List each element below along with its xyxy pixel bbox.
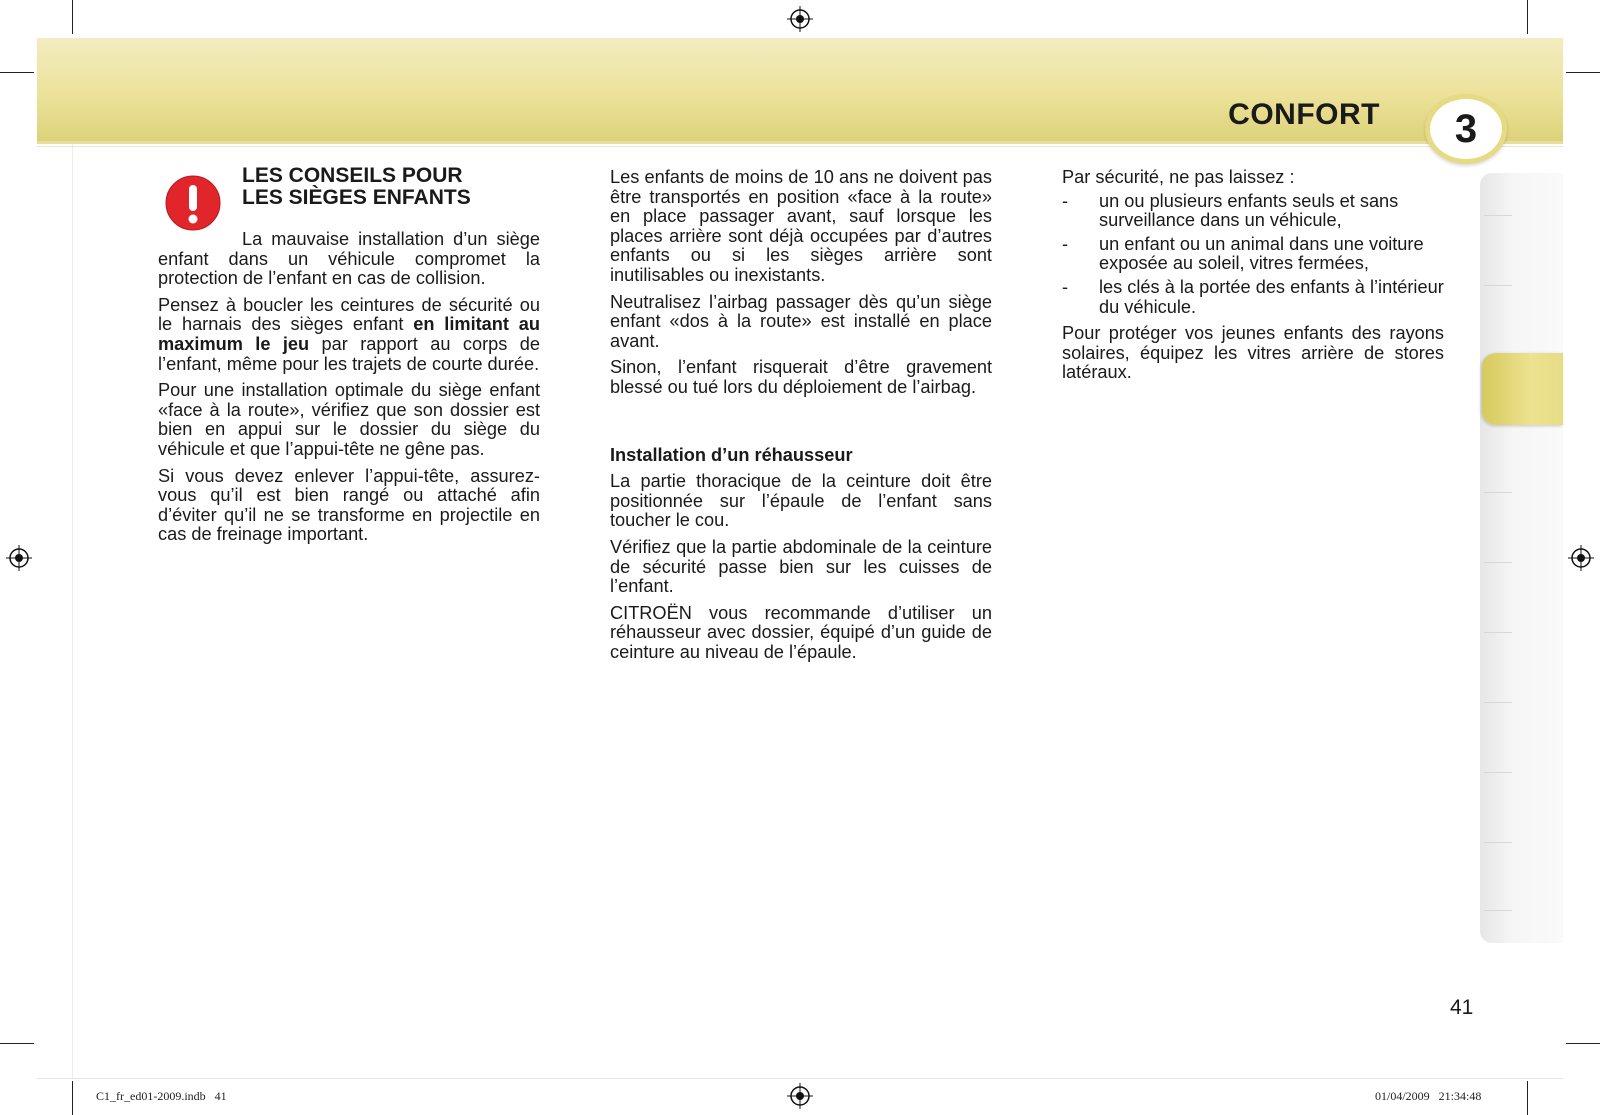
chapter-tabs-sidebar	[1480, 173, 1563, 943]
list-dash: -	[1062, 190, 1069, 211]
subheading: Installation d’un réhausseur	[610, 444, 853, 465]
text-run: par rapport au corps de l’enfant, même pour les trajets de courte durée.	[158, 333, 540, 374]
chapter-title: CONFORT	[1228, 98, 1380, 131]
paragraph: Par sécurité, ne pas laissez :	[1062, 167, 1295, 187]
tab-divider	[1484, 910, 1512, 911]
list-item-text: les clés à la portée des enfants à l’intérieur du véhicule.	[1099, 276, 1444, 317]
crop-mark	[72, 1081, 73, 1115]
list-item	[1062, 278, 1444, 317]
tab-divider	[1484, 562, 1512, 563]
registration-mark-icon	[6, 545, 32, 571]
paragraph: Si vous devez enlever l’appui-tête, assurez-vous qu’il est bien rangé ou attaché afin d’éviter qu’il ne se transforme en projectile en cas de freinage important.	[158, 465, 540, 545]
crop-mark	[0, 72, 34, 73]
section-heading	[242, 165, 471, 209]
paragraph: Neutralisez l’airbag passager dès qu’un siège enfant «dos à la route» est installé en place avant.	[610, 291, 992, 351]
paragraph: Les enfants de moins de 10 ans ne doivent pas être transportés en position «face à la route» en place passager avant, sauf lorsque les places arrière sont déjà occupées par d’autres enfants ou si les sièges arrière sont inutilisables ou inexistants.	[610, 167, 992, 285]
crop-mark	[72, 0, 73, 34]
registration-mark-icon	[787, 1083, 813, 1109]
tab-divider	[1484, 285, 1512, 286]
list-item	[1062, 235, 1444, 274]
list-item-text: un enfant ou un animal dans une voiture exposée au soleil, vitres fermées,	[1099, 233, 1424, 274]
page-edge-line	[72, 38, 73, 1078]
crop-mark	[1566, 72, 1600, 73]
paragraph: La partie thoracique de la ceinture doit être positionnée sur l’épaule de l’enfant sans toucher le cou.	[610, 471, 992, 531]
crop-mark	[0, 1043, 34, 1044]
page-number: 41	[1450, 996, 1474, 1019]
list-item-text: un ou plusieurs enfants seuls et sans surveillance dans un véhicule,	[1099, 190, 1399, 231]
paragraph: La mauvaise installation d’un siège enfant dans un véhicule compromet la protection de l’enfant en cas de collision.	[158, 229, 540, 289]
footer-timestamp: 01/04/2009 21:34:48	[1375, 1089, 1482, 1103]
list-dash: -	[1062, 276, 1069, 297]
list-item	[1062, 192, 1444, 231]
text-column-1	[158, 230, 540, 552]
warning-icon	[165, 175, 221, 231]
registration-mark-icon	[1568, 545, 1594, 571]
tab-divider	[1484, 772, 1512, 773]
tab-divider	[1484, 702, 1512, 703]
text-column-3	[1062, 168, 1444, 390]
section-heading-line: LES SIÈGES ENFANTS	[242, 186, 471, 209]
registration-mark-icon	[787, 6, 813, 32]
header-rule	[37, 141, 1563, 144]
section-heading-line: LES CONSEILS POUR	[242, 164, 463, 187]
tab-divider	[1484, 842, 1512, 843]
text-run: Pensez à boucler les ceintures de sécurité ou le harnais des sièges enfant	[158, 294, 540, 335]
paragraph: CITROËN vous recommande d’utiliser un réhausseur avec dossier, équipé d’un guide de ceinture au niveau de l’épaule.	[610, 602, 992, 662]
footer-file-info: C1_fr_ed01-2009.indb 41	[96, 1089, 227, 1103]
active-chapter-tab[interactable]	[1482, 353, 1563, 425]
paragraph: Sinon, l’enfant risquerait d’être gravement blessé ou tué lors du déploiement de l’airbag.	[610, 357, 992, 397]
list-dash: -	[1062, 233, 1069, 254]
tab-divider	[1484, 492, 1512, 493]
crop-mark	[1527, 1081, 1528, 1115]
crop-mark	[1566, 1043, 1600, 1044]
header-rule	[37, 146, 1563, 147]
crop-mark	[1527, 0, 1528, 34]
paragraph: Pour protéger vos jeunes enfants des rayons solaires, équipez les vitres arrière de stores latéraux.	[1062, 323, 1444, 383]
footer-rule	[37, 1078, 1563, 1079]
text-column-2	[610, 168, 992, 669]
bold-text: en limitant au maximum le jeu	[158, 314, 540, 354]
paragraph: Pour une installation optimale du siège enfant «face à la route», vérifiez que son dossier est bien en appui sur le dossier du siège du véhicule et que l’appui-tête ne gêne pas.	[158, 380, 540, 459]
tab-divider	[1484, 215, 1512, 216]
chapter-number-badge: 3	[1425, 94, 1507, 164]
paragraph: Vérifiez que la partie abdominale de la ceinture de sécurité passe bien sur les cuisses de l’enfant.	[610, 536, 992, 597]
tab-divider	[1484, 632, 1512, 633]
paragraph	[158, 296, 540, 374]
